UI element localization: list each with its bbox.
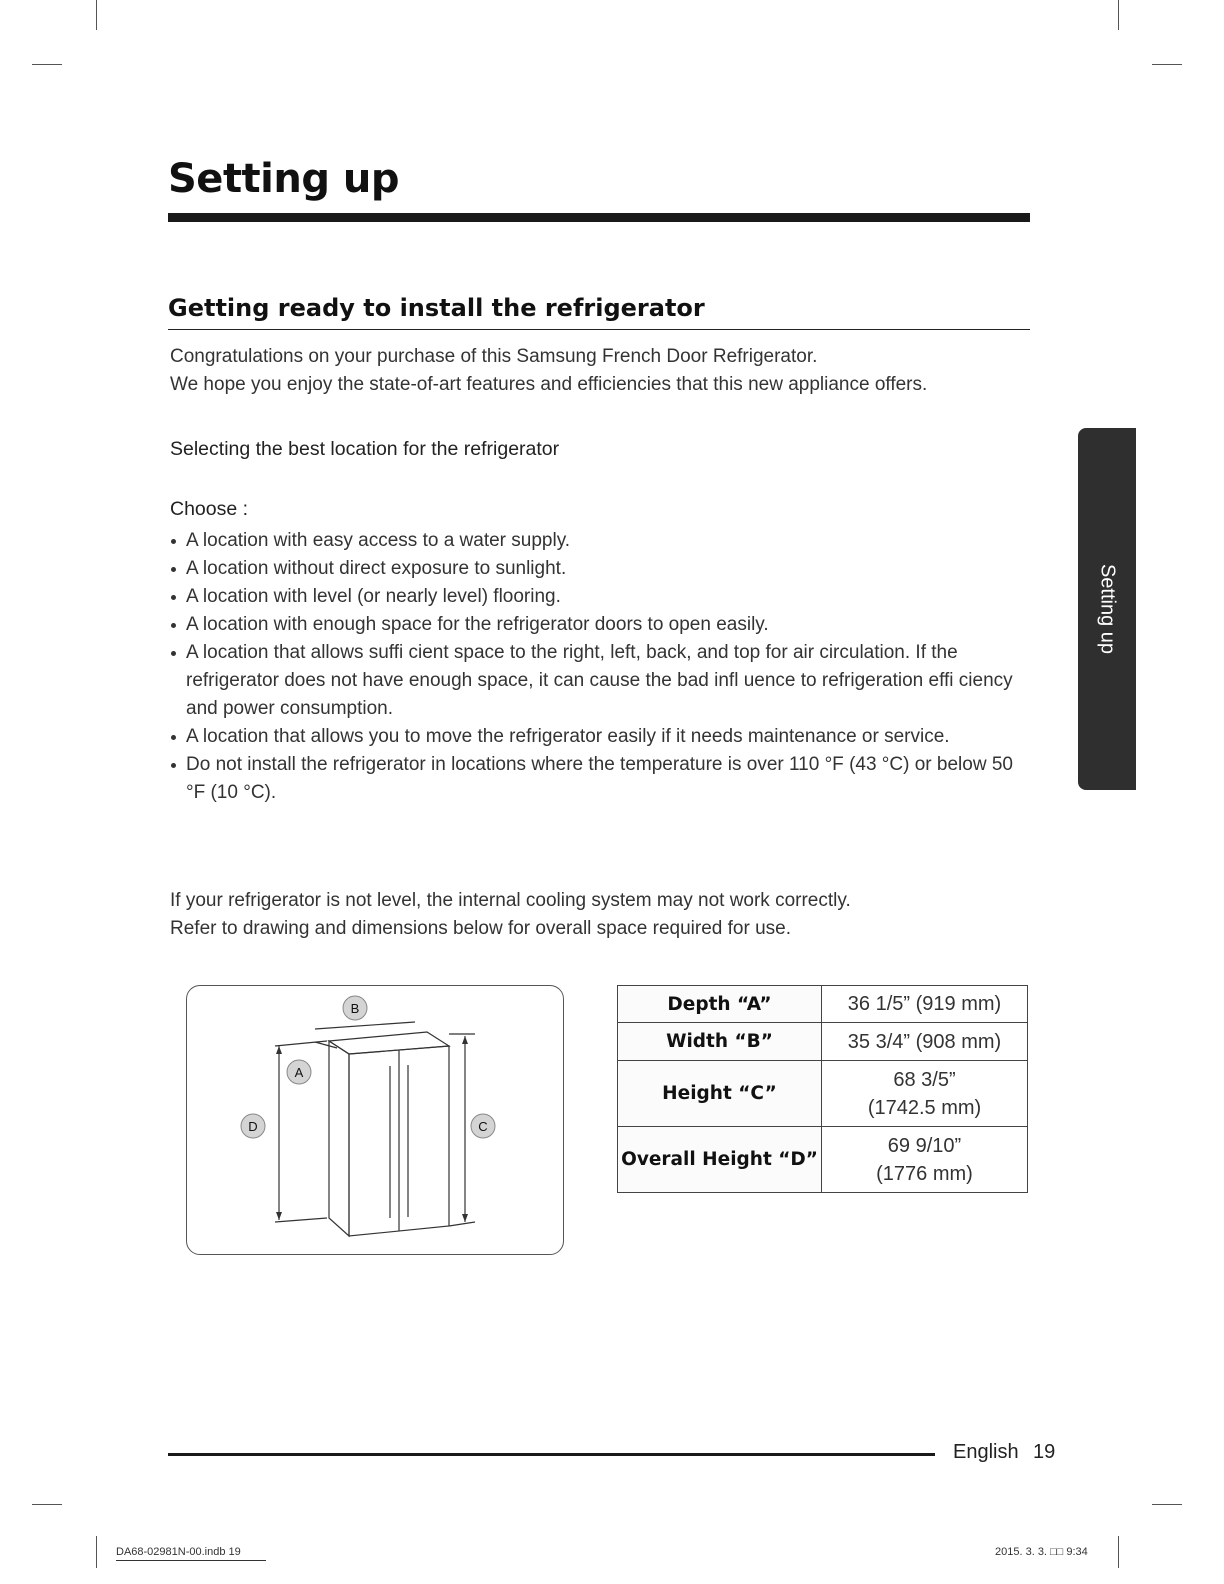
dimension-value: 35 3/4” (908 mm)	[822, 1023, 1028, 1061]
crop-mark	[32, 64, 62, 65]
dimension-value: 36 1/5” (919 mm)	[822, 986, 1028, 1023]
list-item: Do not install the refrigerator in locations where the temperature is over 110 °F (43 °C) or below 50 °F (10 °C).	[170, 751, 1030, 807]
list-item: A location with level (or nearly level) flooring.	[170, 583, 1030, 611]
table-row	[618, 1127, 1028, 1193]
title-underline	[168, 213, 1030, 222]
dimension-value	[822, 1127, 1028, 1193]
table-row	[618, 1061, 1028, 1127]
extension-line	[449, 1222, 475, 1226]
label-a: A	[294, 1065, 304, 1080]
level-note	[170, 887, 1050, 943]
dimension-value-line: (1742.5 mm)	[867, 1096, 982, 1119]
location-list	[170, 527, 1030, 807]
crop-mark	[32, 1504, 62, 1505]
print-file-rule	[116, 1560, 266, 1561]
dimension-a-line	[315, 1042, 337, 1048]
table-row	[618, 1023, 1028, 1061]
list-item: A location that allows suffi cient space to the right, left, back, and top for air circulation. If the refrigerator does not have enough space, it can cause the bad infl uence to refrigeration effi ciency and power consumption.	[170, 639, 1030, 723]
crop-mark	[1152, 64, 1182, 65]
crop-mark	[1118, 0, 1119, 30]
arrow-head	[276, 1212, 282, 1220]
footer-rule	[168, 1453, 935, 1456]
section-side-tab	[1078, 428, 1136, 790]
label-d-badge	[241, 1114, 265, 1138]
print-date-slug: 2015. 3. 3. □□ 9:34	[995, 1546, 1088, 1558]
level-note-line: If your refrigerator is not level, the internal cooling system may not work correctly.	[170, 890, 851, 911]
intro-line: We hope you enjoy the state-of-art features and efficiencies that this new appliance offers.	[170, 374, 928, 395]
subheading: Selecting the best location for the refrigerator	[170, 438, 560, 460]
label-c-badge	[471, 1114, 495, 1138]
dimension-label: Depth “A”	[618, 986, 822, 1023]
dimension-b-line	[315, 1022, 415, 1029]
crop-mark	[1118, 1536, 1119, 1568]
arrow-head	[276, 1046, 282, 1054]
page-number: 19	[1033, 1441, 1056, 1463]
crop-mark	[1152, 1504, 1182, 1505]
fridge-top	[329, 1032, 449, 1054]
section-heading-rule	[168, 329, 1030, 330]
choose-label: Choose :	[170, 498, 249, 520]
dimensions-table	[617, 985, 1028, 1193]
page-title: Setting up	[168, 156, 400, 202]
label-b-badge	[343, 996, 367, 1020]
table-row	[618, 986, 1028, 1023]
label-a-badge	[287, 1060, 311, 1084]
fridge-side	[329, 1041, 349, 1236]
label-c: C	[478, 1119, 488, 1134]
list-item: A location without direct exposure to sunlight.	[170, 555, 1030, 583]
dimension-label: Overall Height “D”	[618, 1127, 822, 1193]
intro-paragraph	[170, 343, 1050, 399]
dimension-value-line: 68 3/5”	[893, 1068, 956, 1091]
dimension-value-line: (1776 mm)	[876, 1162, 973, 1185]
list-item: A location with enough space for the refrigerator doors to open easily.	[170, 611, 1030, 639]
label-b: B	[350, 1001, 360, 1016]
footer-language: English	[953, 1441, 1019, 1463]
dimension-value-line: 69 9/10”	[887, 1134, 962, 1157]
intro-line: Congratulations on your purchase of this Samsung French Door Refrigerator.	[170, 346, 818, 367]
crop-mark	[96, 1536, 97, 1568]
refrigerator-drawing	[187, 986, 563, 1254]
extension-line	[275, 1218, 327, 1222]
list-item: A location with easy access to a water supply.	[170, 527, 1030, 555]
arrow-head	[462, 1214, 468, 1222]
arrow-head	[462, 1036, 468, 1044]
crop-mark	[96, 0, 97, 30]
dimension-label: Height “C”	[618, 1061, 822, 1127]
side-tab-label: Setting up	[1096, 563, 1119, 655]
label-d: D	[248, 1119, 258, 1134]
dimension-label: Width “B”	[618, 1023, 822, 1061]
list-item: A location that allows you to move the refrigerator easily if it needs maintenance or service.	[170, 723, 1030, 751]
refrigerator-dimension-diagram	[186, 985, 564, 1255]
dimension-value	[822, 1061, 1028, 1127]
print-file-slug: DA68-02981N-00.indb 19	[116, 1546, 241, 1558]
section-heading: Getting ready to install the refrigerator	[168, 294, 705, 322]
level-note-line: Refer to drawing and dimensions below for overall space required for use.	[170, 918, 791, 939]
